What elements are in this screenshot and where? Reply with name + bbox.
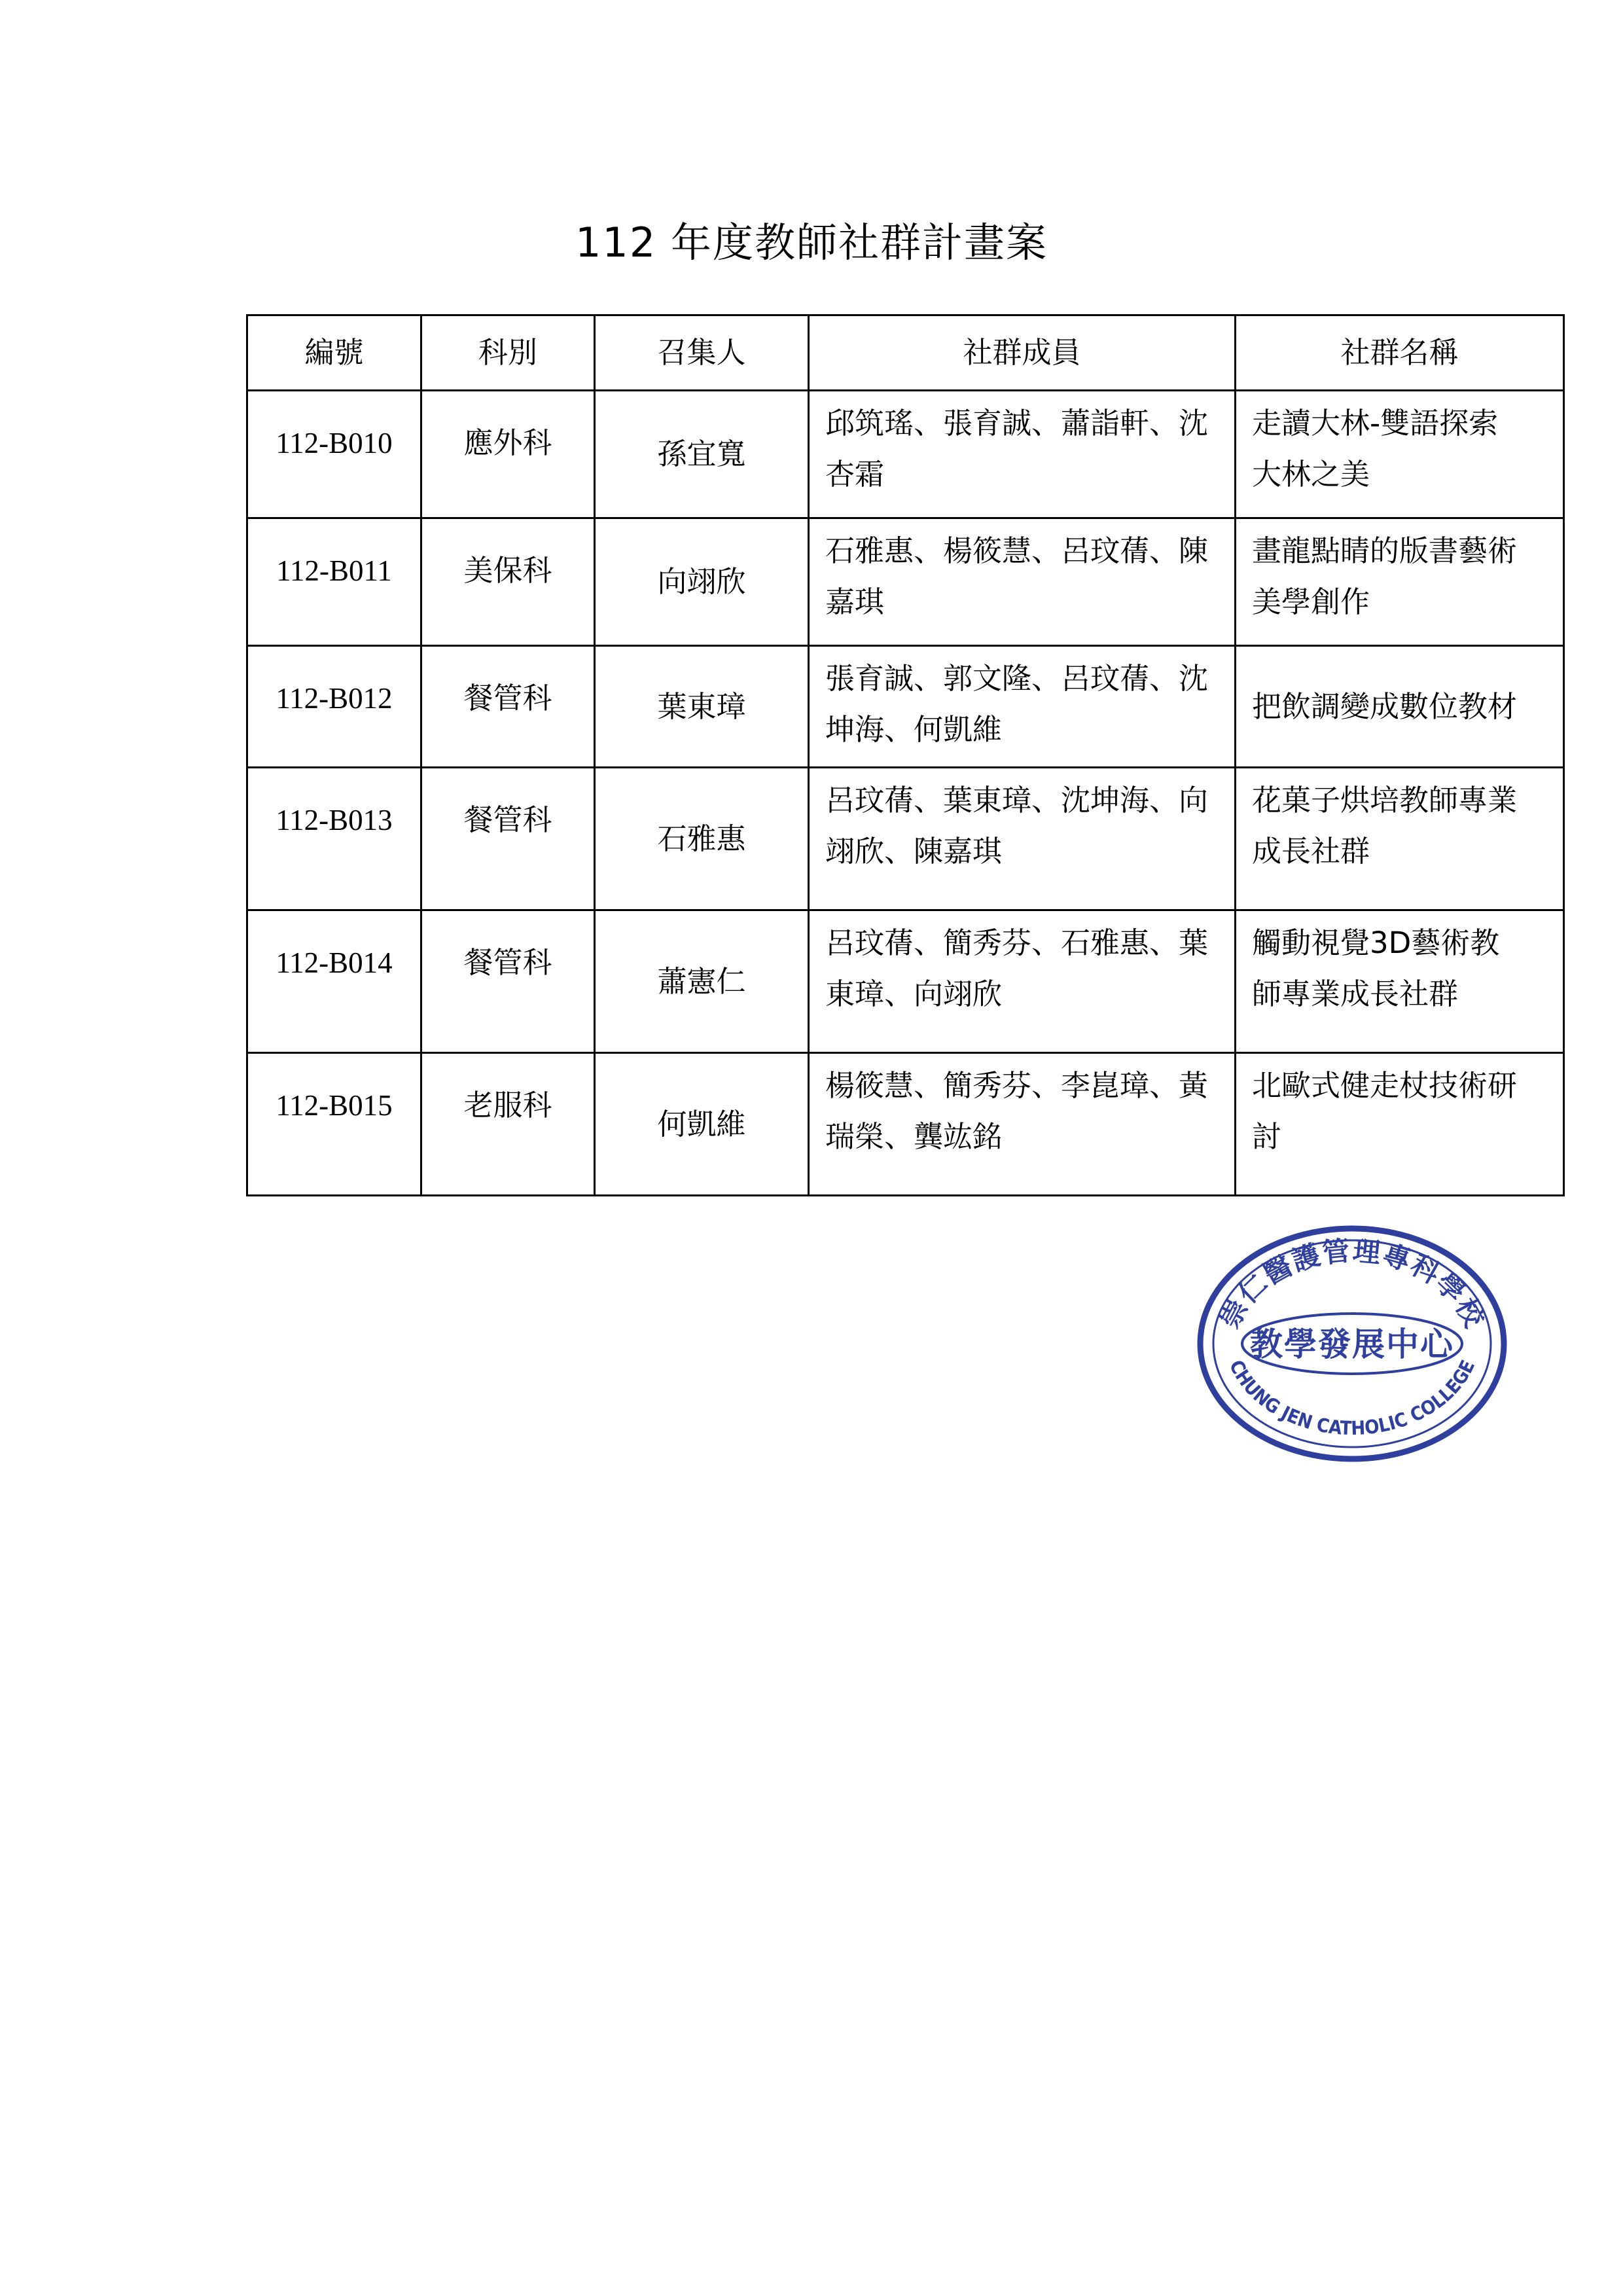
stamp-outer-text: 崇仁醫護管理專科學校 (1213, 1234, 1491, 1334)
header-community-name: 社群名稱 (1236, 315, 1564, 391)
table-row (247, 518, 1564, 646)
cell-department: 美保科 (421, 518, 595, 646)
stamp-bottom-text: CHUNG JEN CATHOLIC COLLEGE (1224, 1356, 1480, 1440)
cell-convener: 何凱維 (595, 1053, 809, 1196)
cell-convener: 向翊欣 (595, 518, 809, 646)
table-row (247, 646, 1564, 768)
members-line: 楊筱慧、簡秀芬、李崑璋、黃 (825, 1068, 1209, 1103)
table-row (247, 1053, 1564, 1196)
name-line: 走讀大林-雙語探索 (1252, 406, 1499, 440)
name-line: 美學創作 (1252, 584, 1370, 619)
cell-id: 112-B012 (247, 646, 421, 768)
cell-members (809, 391, 1236, 518)
header-members: 社群成員 (809, 315, 1236, 391)
cell-id: 112-B010 (247, 391, 421, 518)
cell-department: 餐管科 (421, 768, 595, 910)
table-header-row (247, 315, 1564, 391)
members-line: 東璋、向翊欣 (825, 977, 1003, 1011)
cell-members (809, 768, 1236, 910)
name-line: 大林之美 (1252, 457, 1370, 492)
name-line: 北歐式健走杖技術研 (1252, 1068, 1518, 1103)
members-line: 嘉琪 (825, 584, 885, 619)
document-title: 112 年度教師社群計畫案 (575, 219, 1048, 266)
members-line: 翊欣、陳嘉琪 (825, 834, 1003, 869)
cell-id: 112-B015 (247, 1053, 421, 1196)
table-row (247, 391, 1564, 518)
cell-convener: 石雅惠 (595, 768, 809, 910)
cell-department: 餐管科 (421, 646, 595, 768)
cell-members (809, 518, 1236, 646)
cell-convener: 孫宜寬 (595, 391, 809, 518)
name-line: 成長社群 (1252, 834, 1370, 869)
cell-community-name (1236, 646, 1564, 768)
members-line: 張育誠、郭文隆、呂玟蒨、沈 (825, 661, 1209, 696)
members-line: 呂玟蒨、簡秀芬、石雅惠、葉 (825, 925, 1209, 960)
cell-convener: 蕭憲仁 (595, 910, 809, 1053)
cell-community-name (1236, 768, 1564, 910)
members-line: 石雅惠、楊筱慧、呂玟蒨、陳 (825, 533, 1209, 568)
members-line: 呂玟蒨、葉東璋、沈坤海、向 (825, 783, 1209, 817)
members-line: 瑞榮、龔竑銘 (825, 1119, 1003, 1154)
name-line: 觸動視覺3D藝術教 (1252, 925, 1500, 960)
name-line: 花菓子烘培教師專業 (1252, 783, 1518, 817)
cell-community-name (1236, 910, 1564, 1053)
name-line: 畫龍點睛的版書藝術 (1252, 533, 1518, 568)
members-line: 邱筑瑤、張育誠、蕭詣軒、沈 (825, 406, 1209, 440)
members-line: 坤海、何凱維 (825, 712, 1003, 747)
name-line: 把飲調變成數位教材 (1252, 689, 1518, 724)
cell-convener: 葉東璋 (595, 646, 809, 768)
cell-department: 餐管科 (421, 910, 595, 1053)
school-seal-stamp (1195, 1223, 1509, 1465)
members-line: 杏霜 (825, 457, 885, 492)
cell-department: 老服科 (421, 1053, 595, 1196)
header-department: 科別 (421, 315, 595, 391)
cell-department: 應外科 (421, 391, 595, 518)
name-line: 討 (1252, 1119, 1282, 1154)
cell-id: 112-B013 (247, 768, 421, 910)
cell-id: 112-B014 (247, 910, 421, 1053)
cell-community-name (1236, 391, 1564, 518)
cell-community-name (1236, 518, 1564, 646)
cell-members (809, 646, 1236, 768)
table-row (247, 910, 1564, 1053)
cell-members (809, 910, 1236, 1053)
teacher-community-plan-table (246, 314, 1565, 1196)
table-row (247, 768, 1564, 910)
stamp-center-text: 教學發展中心 (1250, 1325, 1454, 1363)
cell-id: 112-B011 (247, 518, 421, 646)
cell-members (809, 1053, 1236, 1196)
name-line: 師專業成長社群 (1252, 977, 1459, 1011)
cell-community-name (1236, 1053, 1564, 1196)
header-id: 編號 (247, 315, 421, 391)
header-convener: 召集人 (595, 315, 809, 391)
